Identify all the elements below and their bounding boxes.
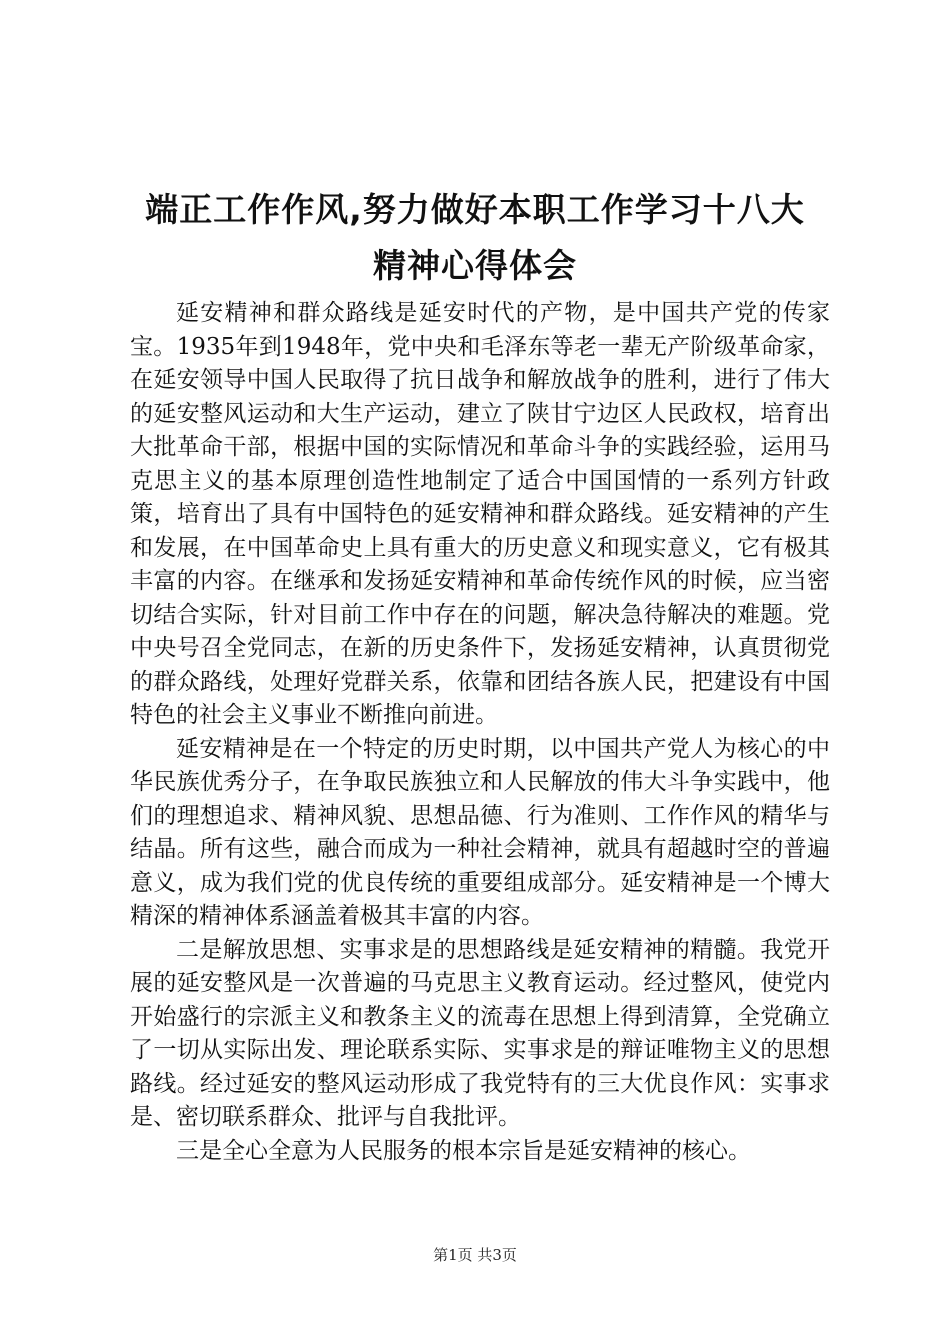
paragraph-2: 延安精神是在一个特定的历史时期，以中国共产党人为核心的中华民族优秀分子，在争取民族独立和人民解放的伟大斗争实践中，他们的理想追求、精神风貌、思想品德、行为准则、工作作风的精华与结晶。所有这些，融合而成为一种社会精神，就具有超越时空的普遍意义，成为我们党的优良传统的重要组成部分。延安精神是一个博大精深的精神体系涵盖着极其丰富的内容。 <box>130 735 830 929</box>
paragraph-4: 三是全心全意为人民服务的根本宗旨是延安精神的核心。 <box>176 1137 751 1164</box>
paragraph-1: 延安精神和群众路线是延安时代的产物，是中国共产党的传家宝。1935年到1948年，党中央和毛泽东等老一辈无产阶级革命家，在延安领导中国人民取得了抗日战争和解放战争的胜利，进行了伟大的延安整风运动和大生产运动，建立了陕甘宁边区人民政权，培育出大批革命干部，根据中国的实际情况和革命斗争的实践经验，运用马克思主义的基本原理创造性地制定了适合中国国情的一系列方针政策，培育出了具有中国特色的延安精神和群众路线。延安精神的产生和发展，在中国革命史上具有重大的历史意义和现实意义，它有极其丰富的内容。在继承和发扬延安精神和革命传统作风的时候，应当密切结合实际，针对目前工作中存在的问题，解决急待解决的难题。党中央号召全党同志，在新的历史条件下，发扬延安精神，认真贯彻党的群众路线，处理好党群关系，依靠和团结各族人民，把建设有中国特色的社会主义事业不断推向前进。 <box>130 300 830 728</box>
paragraph-3: 二是解放思想、实事求是的思想路线是延安精神的精髓。我党开展的延安整风是一次普遍的马克思主义教育运动。经过整风，使党内开始盛行的宗派主义和教条主义的流毒在思想上得到清算，全党确立了一切从实际出发、理论联系实际、实事求是的辩证唯物主义的思想路线。经过延安的整风运动形成了我党特有的三大优良作风：实事求是、密切联系群众、批评与自我批评。 <box>130 936 830 1130</box>
page-number-footer: 第1页 共3页 <box>433 1246 517 1264</box>
document-body <box>130 297 830 1168</box>
document-title-line-2: 精神心得体会 <box>373 246 577 285</box>
document-title-line-1: 端正工作作风,努力做好本职工作学习十八大 <box>145 190 805 229</box>
